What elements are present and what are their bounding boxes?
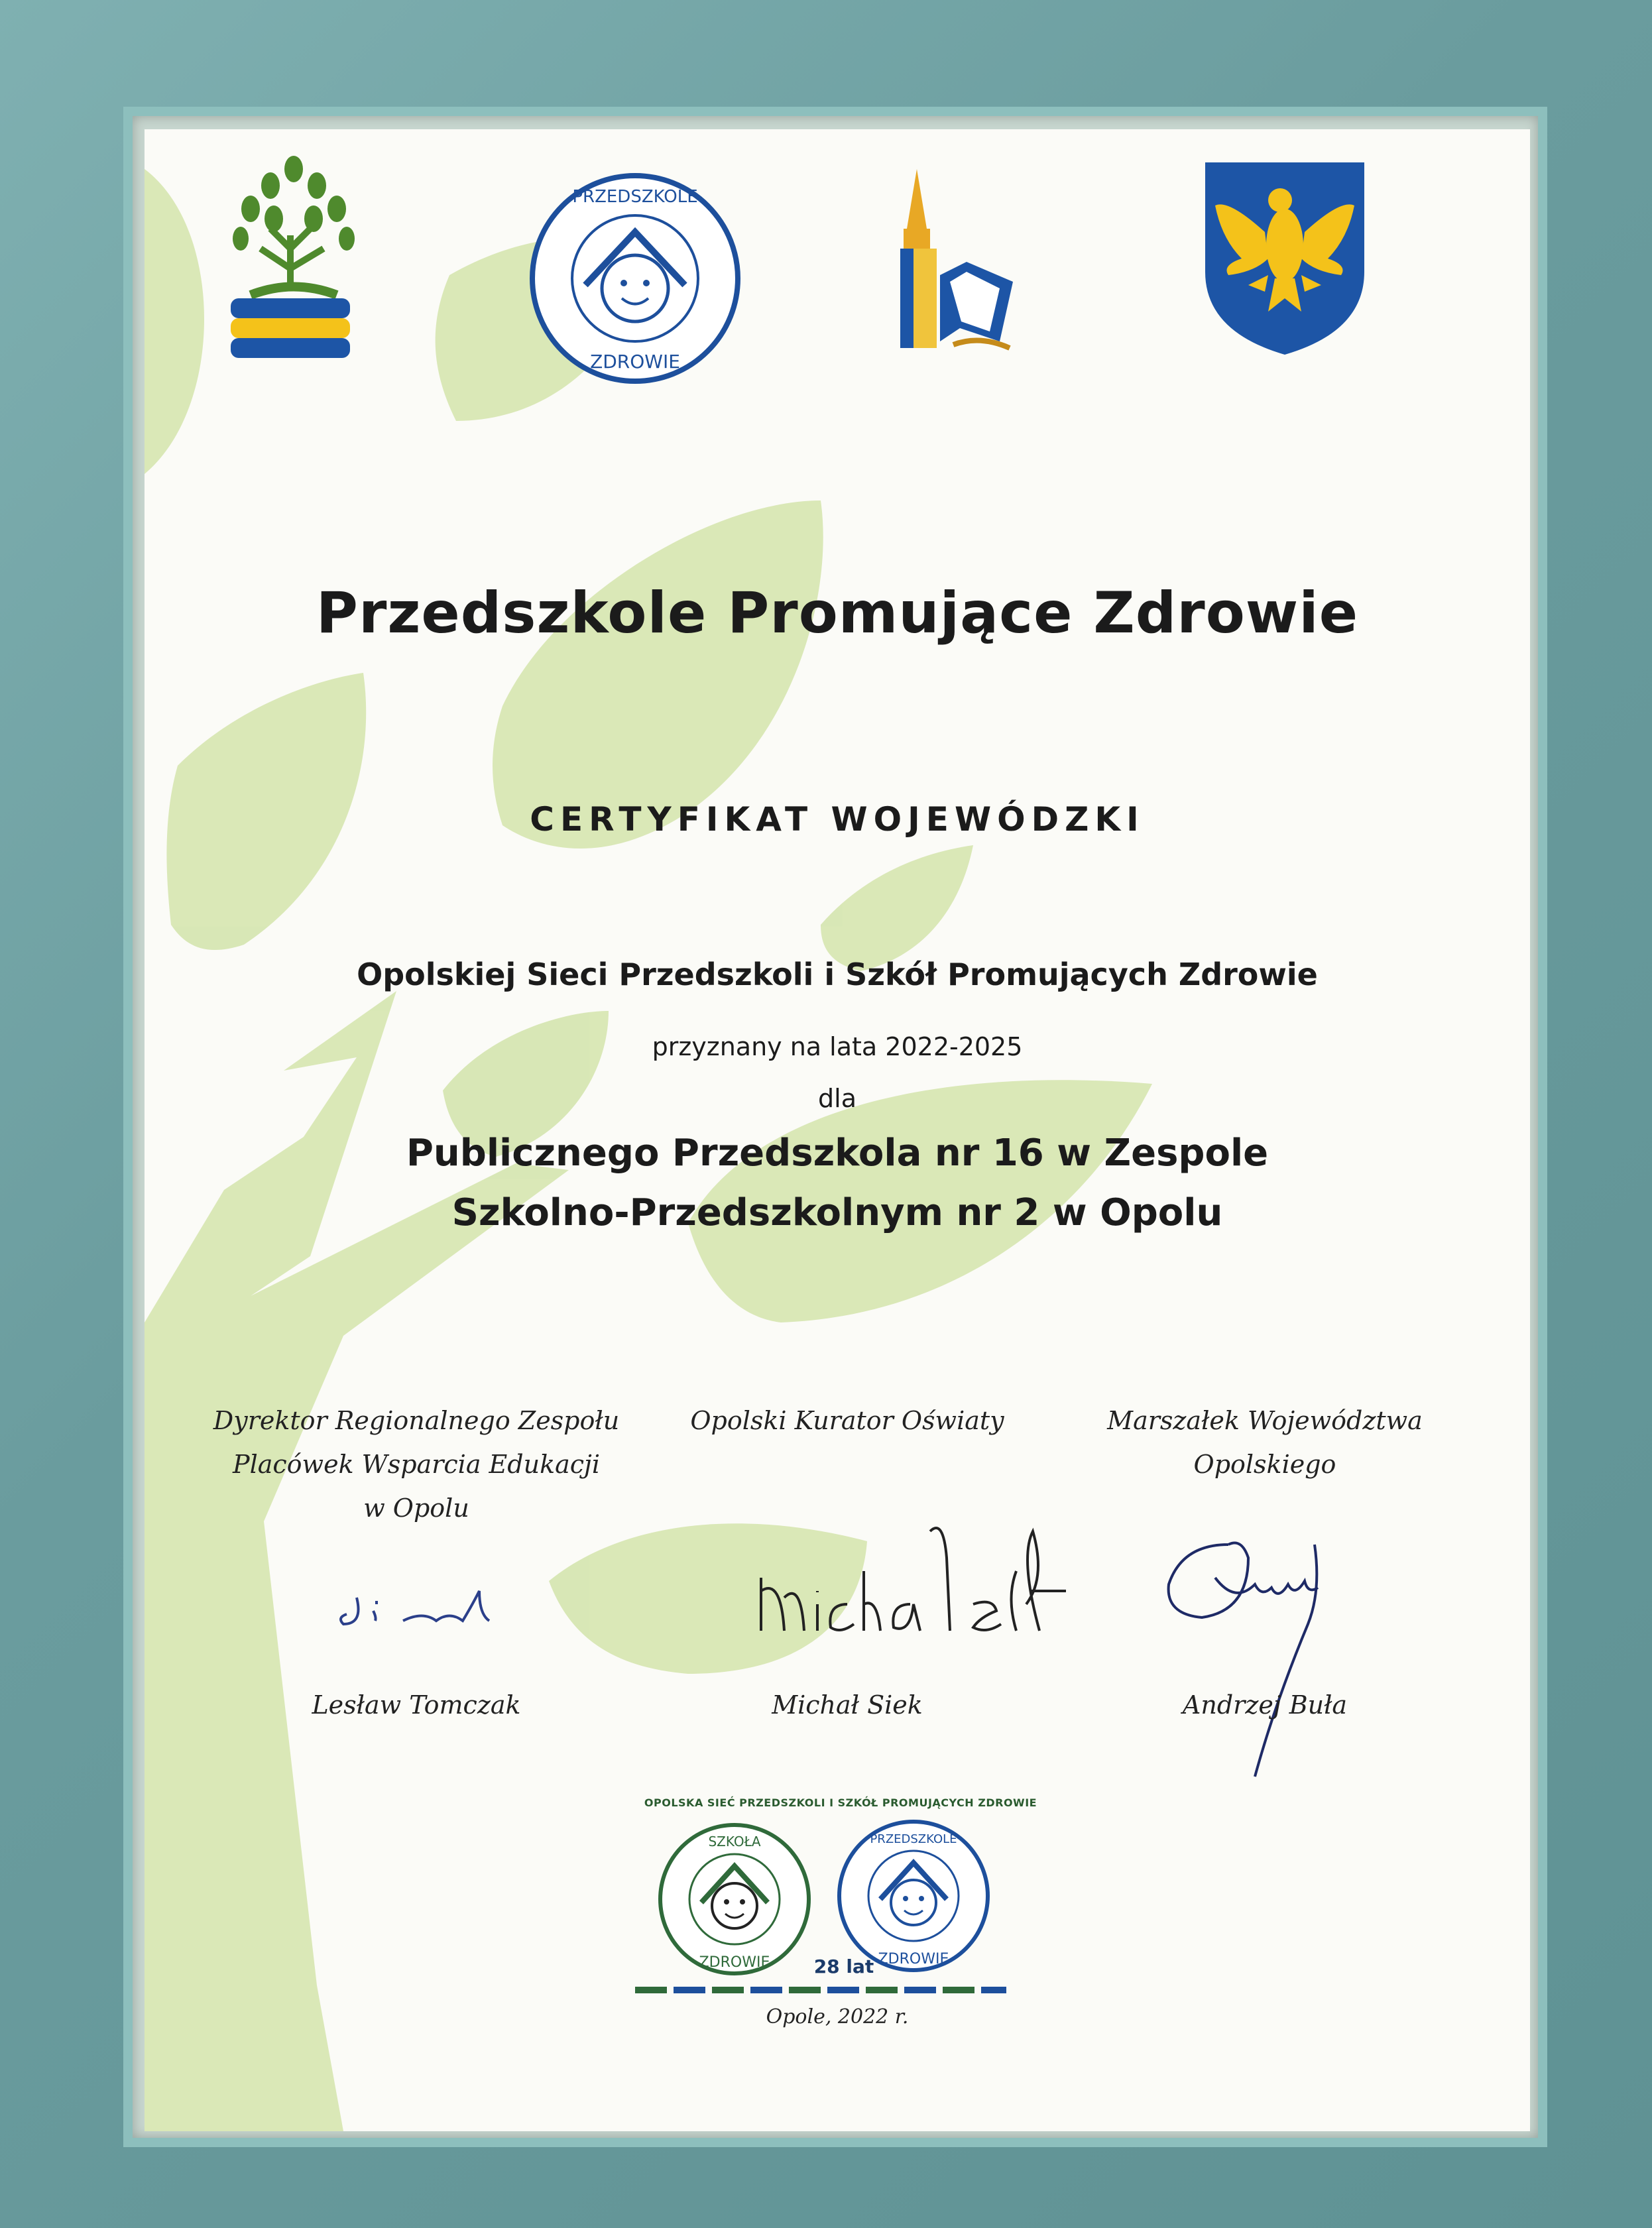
place-date: Opole, 2022 r. bbox=[766, 2005, 909, 2028]
svg-text:ZDROWIE: ZDROWIE bbox=[590, 351, 680, 373]
certificate-subtitle: CERTYFIKAT WOJEWÓDZKI bbox=[530, 800, 1145, 839]
network-caption: OPOLSKA SIEĆ PRZEDSZKOLI I SZKÓŁ PROMUJĄCYCH ZDROWIE bbox=[644, 1796, 1037, 1809]
signatory-2-name: Michał Siek bbox=[772, 1690, 923, 1720]
years-label: 28 lat bbox=[813, 1956, 874, 1977]
granted-period: przyznany na lata 2022-2025 bbox=[652, 1032, 1023, 1061]
certificate-title: Przedszkole Promujące Zdrowie bbox=[316, 580, 1359, 646]
for-word: dla bbox=[818, 1084, 856, 1113]
svg-text:PRZEDSZKOLE: PRZEDSZKOLE bbox=[870, 1832, 957, 1846]
tower-book-logo bbox=[887, 169, 1026, 368]
signatory-1-role-line-2: Placówek Wsparcia Edukacji bbox=[233, 1450, 600, 1479]
signatory-1-role-line-1: Dyrektor Regionalnego Zespołu bbox=[213, 1406, 620, 1435]
signatory-3-role-line-1: Marszałek Województwa bbox=[1107, 1406, 1423, 1435]
certificate-paper bbox=[145, 129, 1530, 2131]
network-name: Opolskiej Sieci Przedszkoli i Szkół Promujących Zdrowie bbox=[357, 957, 1318, 992]
preschool-health-seal bbox=[834, 1816, 993, 1975]
school-name-line-1: Publicznego Przedszkola nr 16 w Zespole bbox=[406, 1132, 1269, 1175]
svg-text:ZDROWIE: ZDROWIE bbox=[878, 1951, 949, 1967]
signatory-2-role bbox=[662, 1399, 1033, 1442]
signatory-1-name: Lesław Tomczak bbox=[312, 1690, 521, 1720]
dashed-ribbon bbox=[635, 1985, 1006, 1996]
school-health-seal bbox=[655, 1820, 814, 1979]
signatory-1-role-line-3: w Opolu bbox=[363, 1494, 469, 1523]
signature-1 bbox=[337, 1584, 509, 1637]
tree-books-logo bbox=[224, 156, 363, 368]
opole-coat-of-arms bbox=[1202, 159, 1368, 358]
signature-3 bbox=[1155, 1531, 1341, 1783]
svg-text:SZKOŁA: SZKOŁA bbox=[708, 1834, 761, 1849]
badge-text-top: PRZEDSZKOLE bbox=[572, 187, 698, 207]
school-name-line-2: Szkolno-Przedszkolnym nr 2 w Opolu bbox=[451, 1191, 1223, 1234]
svg-text:ZDROWIE: ZDROWIE bbox=[699, 1954, 770, 1971]
signature-2 bbox=[754, 1518, 1073, 1651]
preschool-health-badge bbox=[526, 169, 744, 388]
signatory-3-name: Andrzej Buła bbox=[1182, 1690, 1348, 1720]
signatory-2-role-line-1: Opolski Kurator Oświaty bbox=[690, 1406, 1004, 1435]
school-name bbox=[145, 1124, 1530, 1243]
signatory-1-role bbox=[204, 1399, 628, 1530]
signatory-3-role bbox=[1059, 1399, 1470, 1486]
signatory-3-role-line-2: Opolskiego bbox=[1193, 1450, 1336, 1479]
